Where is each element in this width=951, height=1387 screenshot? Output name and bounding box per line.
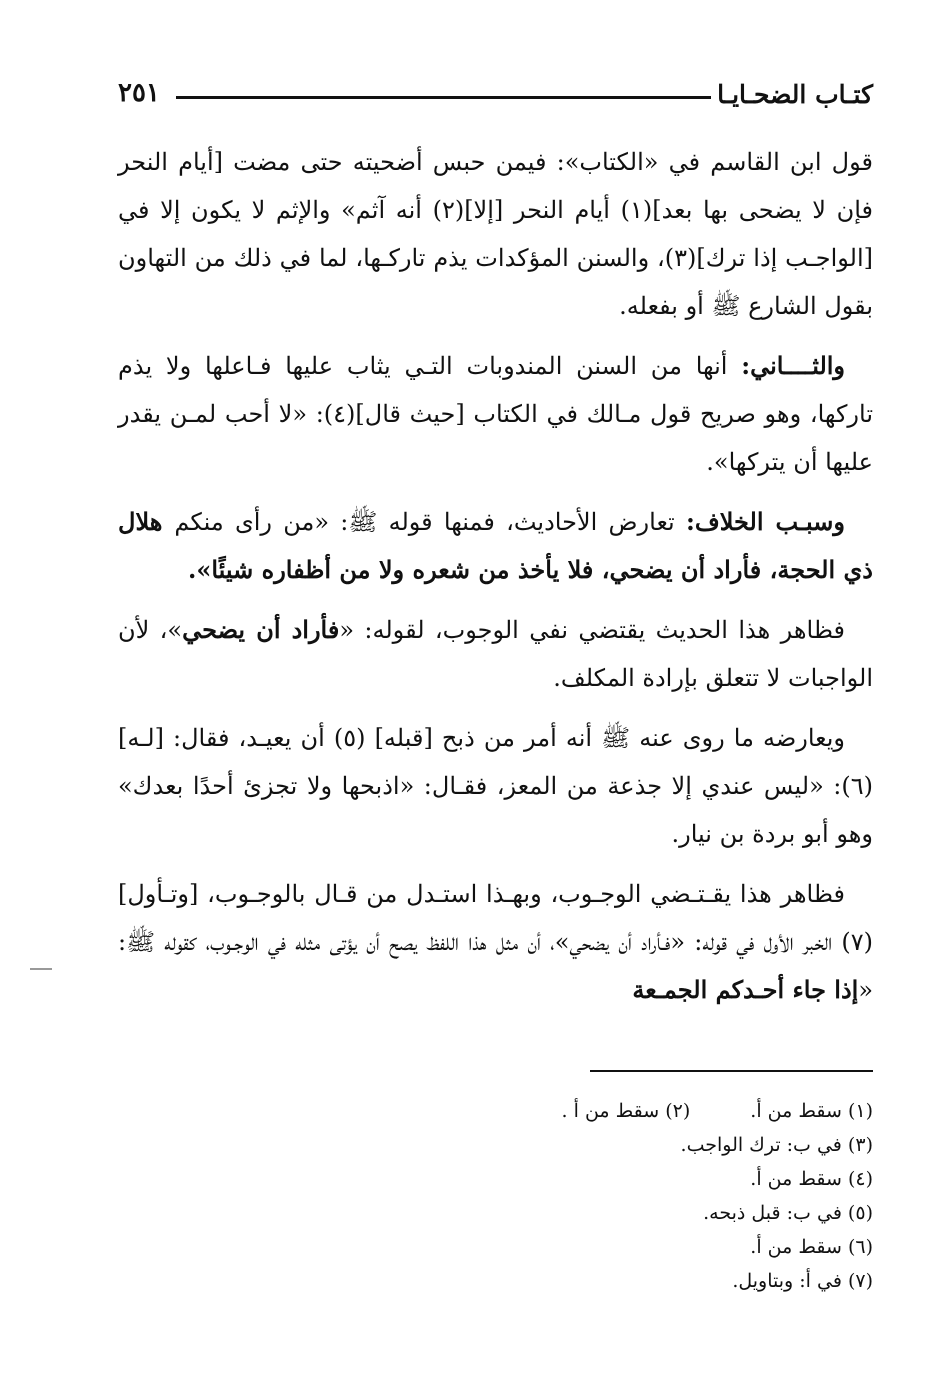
paragraph-2 (118, 342, 873, 486)
footnote-3: (٣) في ب: ترك الواجب. (680, 1134, 873, 1156)
footnote-row (313, 1196, 873, 1230)
paragraph-4 (118, 606, 873, 702)
footnote-row (313, 1128, 873, 1162)
footnote-6: (٦) سقط من أ. (750, 1236, 873, 1258)
paragraph-4-quote: فأراد أن يضحي (182, 615, 340, 644)
footnote-1: (١) سقط من أ. (750, 1100, 873, 1122)
body-text (118, 138, 873, 1026)
margin-mark (30, 968, 52, 970)
paragraph-6-text: فظاهر هذا يقـتـضي الوجـوب، وبهـذا استـدل من قـال بالوجـوب، [وتـأول](٧) الخبر الأول في قوله: «فـأراد أن يضحي»، أن مثل هذا اللفظ يصح أن يؤتى مثله في الوجـوب، كقوله ﷺ: « (118, 880, 873, 1004)
footnote-row (313, 1230, 873, 1264)
paragraph-2-lead: والثــــاني: (741, 351, 846, 380)
footnote-7: (٧) في أ: وبتاويل. (732, 1270, 873, 1292)
book-title: كتـاب الضحـايـا (717, 80, 873, 109)
footnote-row (313, 1162, 873, 1196)
header-rule (176, 96, 711, 99)
paragraph-5 (118, 714, 873, 858)
paragraph-1 (118, 138, 873, 330)
paragraph-4-text: فظاهر هذا الحديث يقتضي نفي الوجوب، لقوله: « (339, 616, 846, 644)
paragraph-3-lead: وسبـب الخلاف: (685, 507, 845, 536)
page-number: ٢٥١ (118, 78, 160, 108)
footnote-row (313, 1264, 873, 1298)
paragraph-2-text: أنها من السنن المندوبات التـي يثاب عليها فـاعلها ولا يذم تاركها، وهو صريح قول مـالك في الكتاب [حيث قال](٤): «لا أحب لمـن يقدر عليها أن يتركها». (118, 352, 873, 476)
paragraph-6-quote: إذا جاء أحـدكم الجمـعة (632, 975, 859, 1004)
running-header (118, 78, 873, 118)
paragraph-4-after: »، لأن الواجبات لا تتعلق بإرادة المكلف. (118, 616, 873, 692)
footnote-5: (٥) في ب: قبل ذبحه. (703, 1202, 873, 1224)
paragraph-3-text: تعارض الأحاديث، فمنها قوله ﷺ: «من رأى منكم (174, 508, 686, 536)
footnote-2: (٢) سقط من أ . (561, 1100, 691, 1122)
paragraph-3 (118, 498, 873, 594)
footnotes (313, 1094, 873, 1298)
paragraph-6 (118, 870, 873, 1014)
paragraph-1-text: قول ابن القاسم في «الكتاب»: فيمن حبس أضحيته حتى مضت [أيام النحر فإن لا يضحى بها بعد](١) أيام النحر [إلا](٢) أنه آثم» والإثم لا يكون إلا في [الواجـب إذا ترك](٣)، والسنن المؤكدات يذم تاركـها، لما في ذلك من التهاون بقول الشارع ﷺ أو بفعله. (118, 148, 874, 320)
footnote-rule (590, 1070, 873, 1072)
paragraph-3-hadith: هلال ذي الحجة، فأراد أن يضحي، فلا يأخذ من شعره ولا من أظفاره شيئًا». (118, 507, 873, 584)
footnote-4: (٤) سقط من أ. (750, 1168, 873, 1190)
footnote-row (313, 1094, 873, 1128)
paragraph-5-text: ويعارضه ما روى عنه ﷺ أنه أمر من ذبح [قبله] (٥) أن يعيـد، فقال: [لـه](٦): «ليس عندي إلا جذعة من المعز، فقـال: «اذبحها ولا تجزئ أحدًا بعدك» وهو أبو بردة بن نيار. (118, 724, 873, 848)
